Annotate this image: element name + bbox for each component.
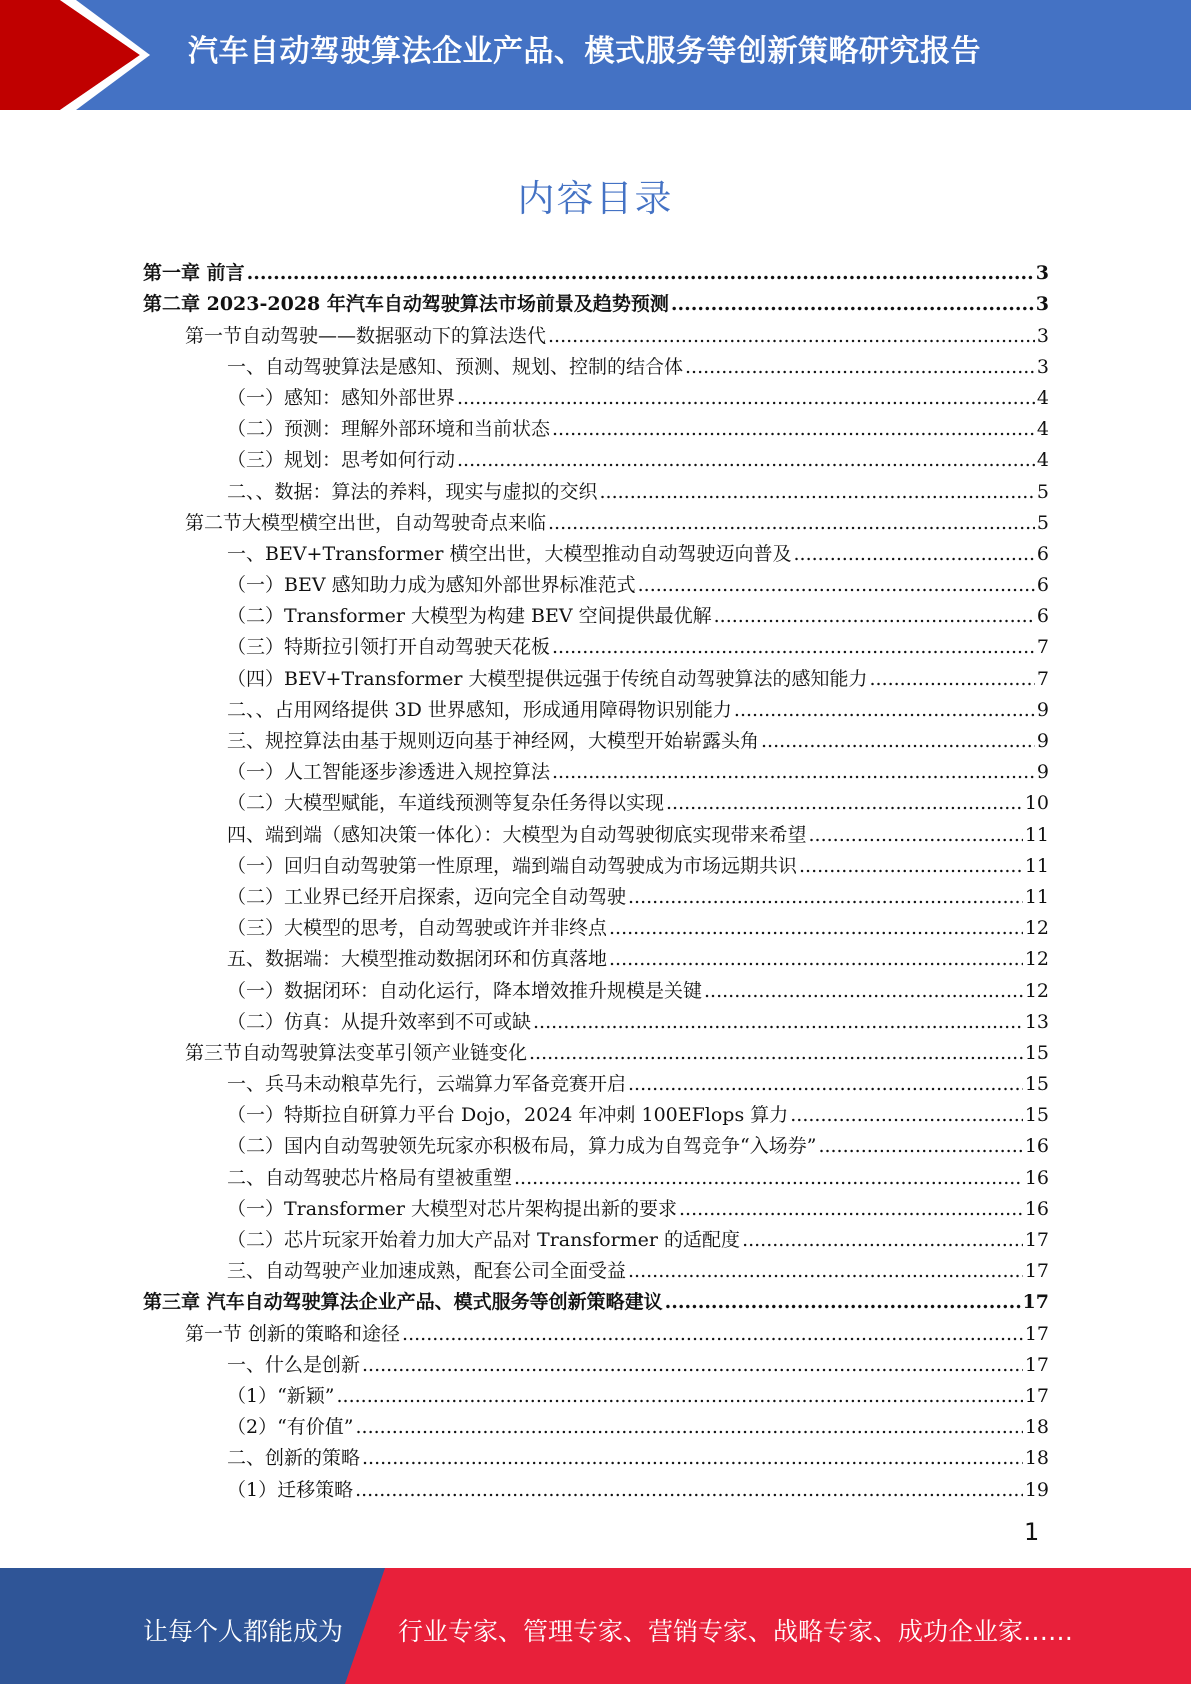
toc-entry[interactable]	[143, 472, 1049, 503]
toc-entry-page: 5	[1036, 480, 1049, 503]
footer-banner	[0, 1568, 1191, 1684]
toc-entry-title: （一）Transformer 大模型对芯片架构提出新的要求	[227, 1197, 678, 1220]
toc-entry[interactable]	[143, 1439, 1049, 1470]
toc-leader-dots	[714, 604, 1035, 628]
toc-entry-title: （1）“新颖”	[227, 1384, 335, 1407]
toc-entry[interactable]	[143, 691, 1049, 722]
toc-entry-page: 16	[1024, 1135, 1049, 1158]
toc-entry[interactable]	[143, 1346, 1049, 1377]
toc-entry-page: 15	[1024, 1041, 1049, 1064]
toc-entry-title: 二、自动驾驶芯片格局有望被重塑	[227, 1166, 513, 1189]
toc-entry-title: （三）特斯拉引领打开自动驾驶天花板	[227, 636, 551, 659]
toc-leader-dots	[671, 292, 1034, 316]
toc-entry-title: 三、规控算法由基于规则迈向基于神经网，大模型开始崭露头角	[227, 730, 760, 752]
toc-entry-title: 三、自动驾驶产业加速成熟，配套公司全面受益	[227, 1260, 627, 1283]
toc-entry-title: （一）特斯拉自研算力平台 Dojo，2024 年冲刺 100EFlops 算力	[227, 1104, 789, 1127]
toc-entry[interactable]	[143, 1252, 1049, 1283]
toc-entry-title: 一、什么是创新	[227, 1353, 361, 1376]
toc-entry-page: 4	[1036, 418, 1049, 441]
toc-leader-dots	[457, 386, 1035, 410]
toc-leader-dots	[628, 885, 1023, 909]
toc-entry-page: 11	[1024, 823, 1049, 846]
toc-leader-dots	[529, 1041, 1023, 1065]
toc-entry-title: 第三章 汽车自动驾驶算法企业产品、模式服务等创新策略建议	[143, 1291, 663, 1314]
toc-entry-page: 17	[1024, 1322, 1049, 1345]
toc-leader-dots	[628, 1072, 1023, 1096]
toc-entry-title: 第二节大模型横空出世，自动驾驶奇点来临	[185, 511, 547, 534]
toc-entry-page: 16	[1024, 1166, 1049, 1189]
toc-entry[interactable]	[143, 1283, 1049, 1314]
toc-leader-dots	[704, 979, 1023, 1003]
toc-leader-dots	[734, 698, 1035, 722]
toc-heading: 内容目录	[517, 177, 674, 220]
toc-entry[interactable]	[143, 410, 1049, 441]
toc-entry[interactable]	[143, 784, 1049, 815]
toc-entry-title: （二）国内自动驾驶领先玩家亦积极布局，算力成为自驾竞争“入场券”	[227, 1135, 817, 1158]
toc-entry[interactable]	[143, 379, 1049, 410]
toc-leader-dots	[337, 1384, 1023, 1408]
toc-entry[interactable]	[143, 753, 1049, 784]
toc-entry-page: 3	[1035, 262, 1049, 285]
toc-leader-dots	[790, 1103, 1023, 1127]
toc-entry-page: 11	[1024, 854, 1049, 877]
toc-entry-title: （二）大模型赋能，车道线预测等复杂任务得以实现	[227, 792, 665, 815]
toc-entry[interactable]	[143, 566, 1049, 597]
toc-entry-page: 15	[1024, 1073, 1049, 1096]
toc-entry[interactable]	[143, 1158, 1049, 1189]
toc-entry-page: 3	[1036, 355, 1049, 378]
toc-entry-title: 第三节自动驾驶算法变革引领产业链变化	[185, 1041, 528, 1064]
toc-entry-page: 17	[1024, 1260, 1049, 1283]
toc-entry-title: （1）迁移策略	[227, 1478, 354, 1501]
toc-leader-dots	[679, 1197, 1023, 1221]
toc-leader-dots	[356, 1415, 1023, 1439]
toc-leader-dots	[638, 573, 1035, 597]
toc-leader-dots	[362, 1353, 1023, 1377]
toc-leader-dots	[552, 417, 1035, 441]
report-title: 汽车自动驾驶算法企业产品、模式服务等创新策略研究报告	[188, 34, 981, 69]
toc-entry-title: （三）规划：思考如何行动	[227, 449, 456, 472]
toc-entry-page: 17	[1022, 1291, 1049, 1314]
toc-entry-page: 13	[1024, 1010, 1049, 1033]
toc-entry[interactable]	[143, 348, 1049, 379]
toc-entry-page: 6	[1036, 605, 1049, 628]
page-number: 1	[1024, 1518, 1040, 1546]
toc-entry-page: 9	[1036, 730, 1049, 752]
toc-entry-title: （一）数据闭环：自动化运行，降本增效推升规模是关键	[227, 979, 703, 1002]
toc-entry-page: 7	[1036, 636, 1049, 659]
toc-leader-dots	[355, 1478, 1023, 1502]
toc-entry[interactable]	[143, 441, 1049, 472]
toc-leader-dots	[552, 635, 1035, 659]
toc-entry-title: （一）人工智能逐步渗透进入规控算法	[227, 761, 551, 784]
toc-leader-dots	[247, 261, 1034, 285]
toc-entry-page: 7	[1036, 667, 1049, 690]
toc-leader-dots	[761, 729, 1035, 753]
toc-entry-page: 5	[1036, 511, 1049, 534]
toc-entry-page: 12	[1024, 979, 1049, 1002]
toc-entry-title: 一、BEV+Transformer 横空出世，大模型推动自动驾驶迈向普及	[227, 542, 792, 565]
toc-entry[interactable]	[143, 597, 1049, 628]
toc-entry-page: 10	[1024, 792, 1049, 815]
header-banner	[0, 0, 1191, 110]
toc-entry[interactable]	[143, 1003, 1049, 1034]
toc-leader-dots	[818, 1134, 1022, 1158]
toc-entry[interactable]	[143, 909, 1049, 940]
toc-entry[interactable]	[143, 504, 1049, 535]
toc-entry-title: 四、端到端（感知决策一体化）：大模型为自动驾驶彻底实现带来希望	[227, 823, 807, 846]
toc-entry-title: （二）预测：理解外部环境和当前状态	[227, 418, 551, 441]
toc-entry-title: （一）回归自动驾驶第一性原理，端到端自动驾驶成为市场远期共识	[227, 854, 798, 877]
toc-entry[interactable]	[143, 1190, 1049, 1221]
toc-entry-title: 五、数据端：大模型推动数据闭环和仿真落地	[227, 948, 608, 971]
footer-slogan-right: 行业专家、管理专家、营销专家、战略专家、成功企业家……	[398, 1617, 1074, 1646]
toc-entry-page: 17	[1024, 1229, 1049, 1251]
toc-entry-page: 3	[1035, 293, 1049, 316]
footer-slogan-left: 让每个人都能成为	[143, 1617, 344, 1646]
toc-leader-dots	[514, 1166, 1023, 1190]
toc-entry-title: （一）BEV 感知助力成为感知外部世界标准范式	[227, 574, 636, 597]
toc-entry-page: 19	[1024, 1478, 1049, 1501]
toc-entry-title: 二、、数据：算法的养料，现实与虚拟的交织	[227, 480, 598, 503]
toc-entry[interactable]	[143, 847, 1049, 878]
toc-leader-dots	[457, 448, 1035, 472]
toc-entry[interactable]	[143, 1377, 1049, 1408]
toc-entry[interactable]	[143, 1314, 1049, 1345]
toc-entry[interactable]	[143, 971, 1049, 1002]
toc-entry[interactable]	[143, 628, 1049, 659]
toc-entry-page: 4	[1036, 449, 1049, 472]
toc-entry[interactable]	[143, 1221, 1049, 1252]
toc-leader-dots	[809, 823, 1023, 847]
toc-entry[interactable]	[143, 1096, 1049, 1127]
toc-leader-dots	[552, 760, 1035, 784]
toc-entry-page: 11	[1024, 885, 1049, 908]
toc-entry[interactable]	[143, 940, 1049, 971]
toc-entry[interactable]	[143, 878, 1049, 909]
toc-entry-title: 第一节自动驾驶——数据驱动下的算法迭代	[185, 324, 547, 347]
toc-leader-dots	[793, 542, 1034, 566]
toc-entry[interactable]	[143, 659, 1049, 690]
toc-entry-page: 18	[1024, 1447, 1049, 1470]
toc-leader-dots	[609, 916, 1023, 940]
toc-leader-dots	[600, 480, 1035, 504]
toc-leader-dots	[869, 667, 1034, 691]
toc-entry-page: 12	[1024, 917, 1049, 940]
toc-entry-title: （二）仿真：从提升效率到不可或缺	[227, 1010, 532, 1033]
toc-entry[interactable]	[143, 722, 1049, 753]
toc-leader-dots	[533, 1010, 1023, 1034]
toc-entry[interactable]	[143, 285, 1049, 316]
toc-entry-page: 15	[1024, 1104, 1049, 1127]
toc-entry-page: 12	[1024, 948, 1049, 971]
toc-entry[interactable]	[143, 1470, 1049, 1501]
toc-entry-title: 一、兵马未动粮草先行，云端算力军备竞赛开启	[227, 1073, 627, 1096]
toc-entry[interactable]	[143, 1127, 1049, 1158]
toc-leader-dots	[362, 1446, 1023, 1470]
toc-entry-title: （二）芯片玩家开始着力加大产品对 Transformer 的适配度	[227, 1229, 741, 1251]
toc-entry-title: （四）BEV+Transformer 大模型提供远强于传统自动驾驶算法的感知能力	[227, 667, 868, 690]
toc-entry-page: 9	[1036, 698, 1049, 721]
table-of-contents	[143, 254, 1049, 1502]
toc-leader-dots	[628, 1259, 1023, 1283]
toc-leader-dots	[665, 1290, 1021, 1314]
toc-leader-dots	[666, 791, 1023, 815]
toc-entry-page: 17	[1024, 1353, 1049, 1376]
toc-leader-dots	[742, 1228, 1023, 1252]
toc-entry-page: 16	[1024, 1197, 1049, 1220]
toc-entry-title: （2）“有价值”	[227, 1416, 354, 1439]
toc-entry-title: 第一章 前言	[143, 262, 245, 285]
toc-entry[interactable]	[143, 254, 1049, 285]
toc-entry-title: 二、、占用网络提供 3D 世界感知，形成通用障碍物识别能力	[227, 698, 732, 721]
toc-entry[interactable]	[143, 316, 1049, 347]
toc-leader-dots	[799, 854, 1023, 878]
toc-entry-page: 9	[1036, 761, 1049, 784]
toc-leader-dots	[685, 355, 1035, 379]
toc-entry-title: （一）感知：感知外部世界	[227, 386, 456, 409]
toc-entry-title: （三）大模型的思考，自动驾驶或许并非终点	[227, 917, 608, 940]
toc-entry-page: 3	[1036, 324, 1049, 347]
toc-entry-title: （二）Transformer 大模型为构建 BEV 空间提供最优解	[227, 605, 712, 628]
toc-entry[interactable]	[143, 535, 1049, 566]
toc-entry-page: 17	[1024, 1384, 1049, 1407]
toc-leader-dots	[402, 1322, 1023, 1346]
toc-entry-page: 18	[1024, 1416, 1049, 1439]
toc-entry[interactable]	[143, 1034, 1049, 1065]
toc-entry-page: 4	[1036, 386, 1049, 409]
toc-entry-title: 二、创新的策略	[227, 1447, 361, 1470]
toc-leader-dots	[609, 947, 1023, 971]
toc-entry-page: 6	[1036, 574, 1049, 597]
toc-entry-title: 一、自动驾驶算法是感知、预测、规划、控制的结合体	[227, 355, 684, 378]
toc-entry-page: 6	[1036, 542, 1049, 565]
toc-entry-title: 第二章 2023-2028 年汽车自动驾驶算法市场前景及趋势预测	[143, 293, 669, 316]
toc-leader-dots	[548, 324, 1035, 348]
toc-leader-dots	[548, 511, 1035, 535]
toc-entry-title: 第一节 创新的策略和途径	[185, 1322, 401, 1345]
toc-entry-title: （二）工业界已经开启探索，迈向完全自动驾驶	[227, 885, 627, 908]
toc-entry[interactable]	[143, 1408, 1049, 1439]
toc-entry[interactable]	[143, 1065, 1049, 1096]
toc-entry[interactable]	[143, 815, 1049, 846]
